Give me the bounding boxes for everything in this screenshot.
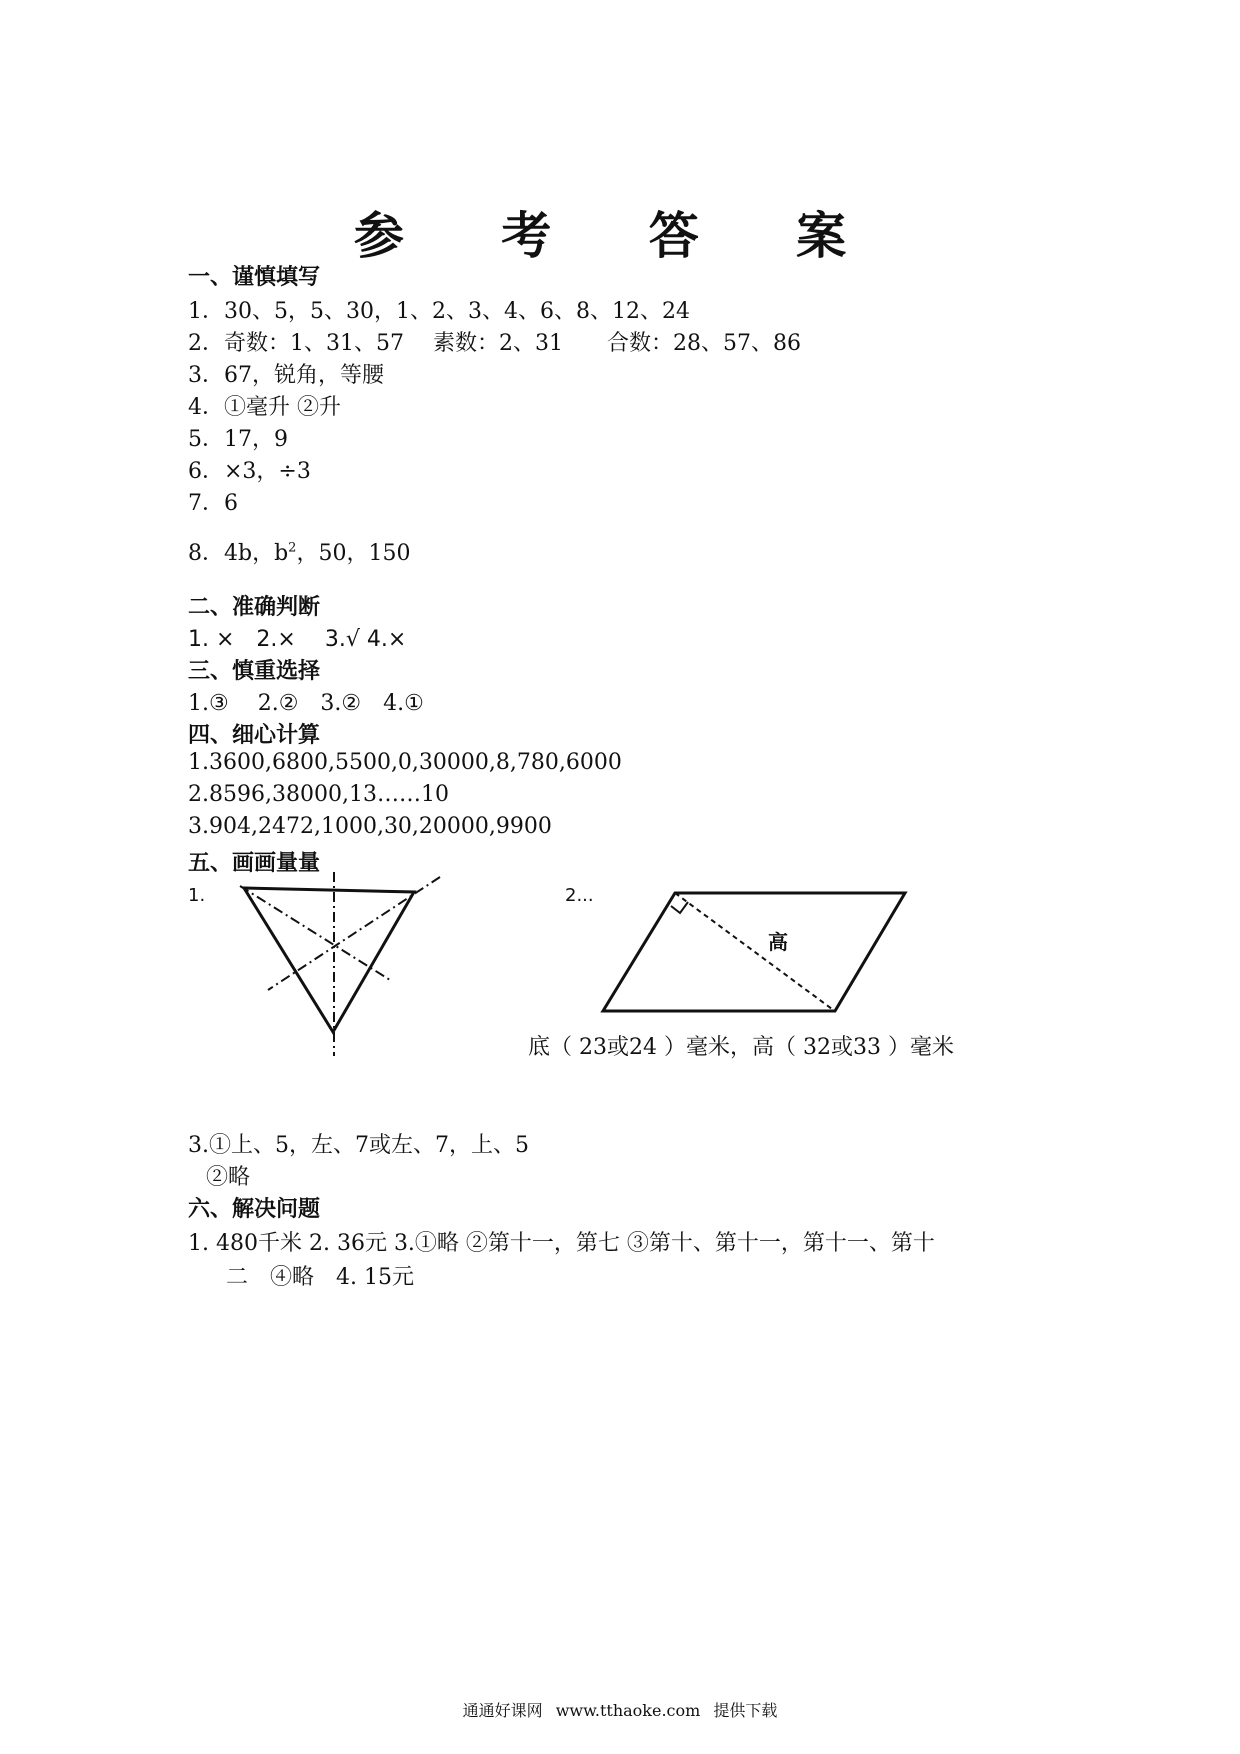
s1-item-1: 1．30、5，5、30，1、2、3、4、6、8、12、24 [188, 299, 690, 324]
s1-item-2: 2．奇数：1、31、57 素数：2、31 合数：28、57、86 [188, 331, 801, 356]
s5-item-3-line-1: 3.①上、5，左、7或左、7，上、5 [188, 1133, 529, 1158]
s1-item-8-sup: 2 [288, 540, 297, 556]
s1-item-8-suffix: ，50，150 [296, 541, 411, 566]
right-angle-mark [671, 902, 688, 913]
parallelogram-figure [590, 880, 920, 1020]
s2-answers: 1. × 2.× 3.√ 4.× [188, 627, 407, 652]
height-label: 高 [768, 930, 788, 954]
s1-item-6: 6．×3，÷3 [188, 459, 311, 484]
section-3-heading: 三、慎重选择 [188, 659, 321, 684]
footer-note: 提供下载 [713, 1701, 778, 1720]
s5-item-3-line-2: ②略 [206, 1165, 251, 1190]
s6-line-2: 二 ④略 4. 15元 [226, 1265, 414, 1290]
s1-item-7: 7．6 [188, 491, 238, 516]
s1-item-4: 4．①毫升 ②升 [188, 395, 341, 420]
s4-item-3: 3.904,2472,1000,30,20000,9900 [188, 814, 552, 839]
measure-answer: 底（ 23或24 ）毫米，高（ 32或33 ）毫米 [528, 1035, 954, 1060]
section-5-heading: 五、画画量量 [188, 851, 321, 876]
section-6-heading: 六、解决问题 [188, 1197, 321, 1222]
s1-item-3: 3．67，锐角，等腰 [188, 363, 384, 388]
triangle-figure [230, 870, 450, 1060]
section-4-heading: 四、细心计算 [188, 723, 321, 748]
footer [0, 1698, 1240, 1721]
section-1-heading: 一、谨慎填写 [188, 265, 321, 290]
s3-answers: 1.③ 2.② 3.② 4.① [188, 691, 424, 716]
s1-item-8-prefix: 8．4b，b [188, 541, 289, 566]
s6-line-1: 1. 480千米 2. 36元 3.①略 ②第十一，第七 ③第十、第十一，第十一、第十 [188, 1231, 935, 1256]
s1-item-8 [188, 536, 410, 567]
s1-item-5: 5．17，9 [188, 427, 288, 452]
footer-site: 通通好课网 [462, 1701, 543, 1720]
s4-item-1: 1.3600,6800,5500,0,30000,8,780,6000 [188, 750, 622, 775]
page-title: 参 考 答 案 [353, 207, 887, 265]
footer-url[interactable]: www.tthaoke.com [555, 1701, 701, 1720]
section-2-heading: 二、准确判断 [188, 595, 321, 620]
s4-item-2: 2.8596,38000,13……10 [188, 782, 449, 807]
axis-left-diagonal [240, 886, 390, 980]
fig1-label: 1. [188, 885, 206, 906]
parallelogram [603, 893, 905, 1011]
equilateral-triangle [244, 888, 414, 1032]
height-line [675, 893, 832, 1009]
fig2-label: 2... [565, 885, 594, 906]
